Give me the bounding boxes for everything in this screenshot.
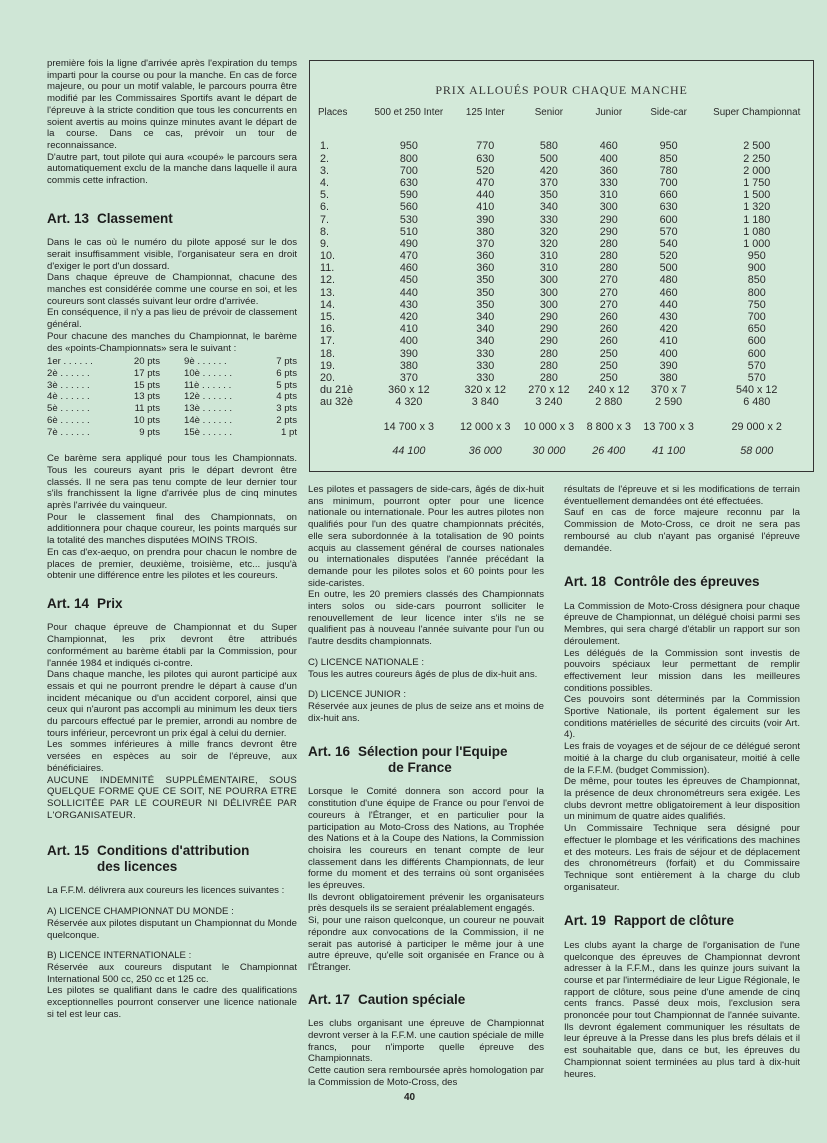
prize-place-cell: 19. — [320, 359, 336, 372]
paragraph: En outre, les 20 premiers classés des Championnats inters solos ou side-cars pourront solliciter le renouvellement de leur licence inter s'ils ne se qualifient pas à nouveau l'année suivante pour l'un ou l'autre desdits championnats. — [308, 589, 544, 648]
prize-table — [310, 107, 813, 458]
prize-amount-cell: 650 — [747, 323, 766, 336]
prize-amount-cell: 700 — [659, 176, 678, 189]
prize-place-cell: 8. — [320, 225, 330, 238]
prize-table-row — [310, 312, 813, 324]
prize-amount-cell: 330 — [539, 213, 558, 226]
paragraph: Réservée aux jeunes de plus de seize ans et moins de dix-huit ans. — [308, 700, 544, 724]
prize-table-row — [310, 263, 813, 275]
prize-amount-cell: 250 — [599, 347, 618, 360]
prize-place-cell: 7. — [320, 213, 330, 226]
article-number: Art. 19 — [564, 913, 607, 929]
prize-amount-cell: 560 — [399, 201, 418, 214]
prize-amount-cell: 3 840 — [471, 396, 499, 409]
prize-amount-cell: 2 500 — [743, 140, 771, 153]
prize-amount-cell: 300 — [539, 298, 558, 311]
prize-amount-cell: 370 x 7 — [650, 384, 687, 397]
prize-table-row — [310, 141, 813, 153]
prize-amount-cell: 250 — [599, 359, 618, 372]
prize-table-row — [310, 336, 813, 348]
prize-table-row — [310, 360, 813, 372]
paragraph: La Commission de Moto-Cross désignera pour chaque épreuve de Championnat, un délégué choisi parmi ses Membres, qui sera chargé d'établir un rapport sur son déroulement. — [564, 600, 800, 647]
points-row: 12è . . . . . . 4 pts — [184, 391, 297, 403]
prize-amount-cell: 310 — [539, 262, 558, 275]
prize-amount-cell: 420 — [539, 164, 558, 177]
prize-place-cell: 4. — [320, 176, 330, 189]
prize-place-cell: 18. — [320, 347, 336, 360]
prize-amount-cell: 300 — [539, 274, 558, 287]
prize-amount-cell: 570 — [747, 359, 766, 372]
article-19-heading — [564, 913, 800, 929]
article-title: Sélection pour l'Equipe — [358, 744, 508, 760]
prize-amount-cell: 950 — [399, 140, 418, 153]
prize-table-row — [310, 251, 813, 263]
licence-heading: D) LICENCE JUNIOR : — [308, 689, 407, 701]
prize-amount-cell: 540 — [659, 237, 678, 250]
prize-amount-cell: 300 — [599, 201, 618, 214]
paragraph: Cette caution sera remboursée après homologation par la Commission de Moto-Cross, des — [308, 1064, 544, 1088]
prize-total-cell: 26 400 — [592, 444, 626, 457]
prize-amount-cell: 600 — [747, 347, 766, 360]
prize-amount-cell: 350 — [476, 298, 495, 311]
prize-amount-cell: 470 — [399, 250, 418, 263]
prize-amount-cell: 950 — [659, 140, 678, 153]
paragraph: Sauf en cas de force majeure reconnu par la Commission de Moto-Cross, ce droit ne sera pas remboursé au club n'ayant pas organisé l'épreuve demandée. — [564, 507, 800, 554]
points-row: 13è . . . . . . 3 pts — [184, 403, 297, 415]
article-number: Art. 18 — [564, 574, 607, 590]
article-title: Prix — [97, 595, 123, 611]
prize-amount-cell: 300 — [539, 286, 558, 299]
paragraph: Les clubs organisant une épreuve de Championnat devront verser à la F.F.M. une caution spéciale de mille francs, pour n'importe quelle épreuve des Championnats. — [308, 1018, 544, 1065]
prize-amount-cell: 420 — [399, 311, 418, 324]
prize-amount-cell: 580 — [539, 140, 558, 153]
paragraph: Pour chaque épreuve de Championnat et du Super Championnat, les prix devront être attribués conformément au barème établi par la Commission, pour l'année 1984 et indiqués ci-contre. — [47, 622, 297, 669]
points-row: 6è . . . . . . 10 pts — [47, 414, 160, 426]
article-17-heading — [308, 992, 544, 1008]
prize-amount-cell: 380 — [659, 371, 678, 384]
points-column-left — [47, 356, 160, 438]
prize-amount-cell: 600 — [747, 335, 766, 348]
prize-amount-cell: 380 — [476, 225, 495, 238]
prize-amount-cell: 630 — [659, 201, 678, 214]
prize-table-row — [310, 165, 813, 177]
points-row: 9è . . . . . . 7 pts — [184, 356, 297, 368]
article-title: Caution spéciale — [358, 991, 466, 1007]
prize-amount-cell: 240 x 12 — [588, 384, 630, 397]
prize-amount-cell: 4 320 — [395, 396, 423, 409]
prize-amount-cell: 510 — [399, 225, 418, 238]
points-row: 14è . . . . . . 2 pts — [184, 414, 297, 426]
prize-amount-cell: 310 — [599, 189, 618, 202]
prize-amount-cell: 570 — [659, 225, 678, 238]
prize-table-row — [310, 373, 813, 385]
paragraph: Les pilotes et passagers de side-cars, âgés de dix-huit ans minimum, pourront opter pour une licence nationale ou internationale. Pour les autres pilotes non qualifiés pour l'un des quatre championnats précités, elle sera subordonnée à la totalisation de 90 points acquis au classement général de courses nationales ou internationales disputées l'année précédant la demande pour les pilotes solos et 60 points pour les side-caristes. — [308, 484, 544, 589]
prize-amount-cell: 2 250 — [743, 152, 771, 165]
prize-amount-cell: 460 — [399, 262, 418, 275]
paragraph: Tous les autres coureurs âgés de plus de dix-huit ans. — [308, 668, 538, 680]
prize-amount-cell: 270 — [599, 286, 618, 299]
prize-amount-cell: 850 — [747, 274, 766, 287]
article-14-heading — [47, 596, 297, 612]
prize-amount-cell: 260 — [599, 311, 618, 324]
paragraph: En cas d'ex-aequo, on prendra pour chacun le nombre de places de premier, deuxième, troisième, etc... jusqu'à obtenir une différence entre les pilotes et les coureurs. — [47, 546, 297, 582]
prize-amount-cell: 390 — [399, 347, 418, 360]
prize-place-cell: 17. — [320, 335, 336, 348]
prize-amount-cell: 330 — [476, 359, 495, 372]
article-number: Art. 14 — [47, 595, 90, 611]
prize-multiplier-cell: 12 000 x 3 — [460, 420, 511, 433]
paragraph: Ces pouvoirs sont déterminés par la Commission Sportive Nationale, ils portent également sur les conditions matérielles de sécurité des circuits (voir Art. 4). — [564, 694, 800, 741]
prize-place-cell: 5. — [320, 189, 330, 202]
article-number: Art. 15 — [47, 843, 90, 859]
prize-amount-cell: 430 — [659, 311, 678, 324]
prize-amount-cell: 700 — [747, 311, 766, 324]
points-row: 4è . . . . . . 13 pts — [47, 391, 160, 403]
paragraph: De même, pour toutes les épreuves de Championnat, la présence de deux chronométreurs sera exigée. Les clubs devront mettre obligatoirement à leur disposition un minimum de quatre aides qualifiés. — [564, 776, 800, 823]
prize-amount-cell: 950 — [747, 250, 766, 263]
prize-multiplier-cell: 13 700 x 3 — [643, 420, 694, 433]
prize-amount-cell: 780 — [659, 164, 678, 177]
prize-amount-cell: 630 — [476, 152, 495, 165]
page-number: 40 — [404, 1092, 416, 1103]
prize-amount-cell: 1 320 — [743, 201, 771, 214]
prize-amount-cell: 400 — [659, 347, 678, 360]
paragraph: Les pilotes se qualifiant dans le cadre des qualifications exceptionnelles pourront conserver une licence nationale si tel est leur cas. — [47, 985, 297, 1020]
prize-amount-cell: 290 — [539, 323, 558, 336]
paragraph: Dans le cas où le numéro du pilote apposé sur le dos serait insuffisamment visible, l'organisateur sera en droit d'exiger le port d'un dossard. — [47, 237, 297, 272]
paragraph: Pour chacune des manches du Championnat, le barème des «points-Championnats» sera le suivant : — [47, 330, 297, 354]
prize-amount-cell: 770 — [476, 140, 495, 153]
article-number: Art. 13 — [47, 210, 90, 226]
prize-place-cell: 16. — [320, 323, 336, 336]
prize-table-column-header: Senior — [534, 107, 564, 118]
prize-amount-cell: 390 — [476, 213, 495, 226]
paragraph: En conséquence, il n'y a pas lieu de prévoir de classement général. — [47, 307, 297, 331]
article-number: Art. 17 — [308, 991, 351, 1007]
prize-amount-cell: 320 — [539, 237, 558, 250]
prize-total-cell: 36 000 — [468, 444, 502, 457]
article-title: Conditions d'attribution — [97, 843, 250, 859]
prize-table-column-header: Super Championnat — [713, 107, 801, 118]
prize-amount-cell: 270 — [599, 298, 618, 311]
prize-amount-cell: 290 — [599, 225, 618, 238]
prize-place-cell: 9. — [320, 237, 330, 250]
prize-amount-cell: 430 — [399, 298, 418, 311]
prize-amount-cell: 280 — [539, 371, 558, 384]
paragraph: Les frais de voyages et de séjour de ce délégué seront moitié à la charge du club organisateur, moitié à celle de la F.F.M. (budget Commission). — [564, 741, 800, 776]
prize-table-row — [310, 397, 813, 409]
prize-amount-cell: 1 000 — [743, 237, 771, 250]
prize-amount-cell: 3 240 — [535, 396, 563, 409]
prize-amount-cell: 250 — [599, 371, 618, 384]
paragraph: Pour le classement final des Championnats, on additionnera pour chaque coureur, les points marqués sur la totalité des manches disputées MOINS TROIS. — [47, 511, 297, 547]
paragraph: Ce barème sera appliqué pour tous les Championnats. Tous les coureurs ayant pris le départ devront être classés. Il ne sera pas tenu compte de leur dernier tour s'ils franchissent la ligne d'arrivée plus de cinq minutes après l'arrivée du vainqueur. — [47, 453, 297, 512]
prize-multiplier-cell: 29 000 x 2 — [731, 420, 782, 433]
prize-amount-cell: 750 — [747, 298, 766, 311]
prize-amount-cell: 6 480 — [743, 396, 771, 409]
prize-place-cell: au 32è — [320, 396, 354, 409]
prize-amount-cell: 360 x 12 — [388, 384, 430, 397]
prize-amount-cell: 440 — [659, 298, 678, 311]
prize-amount-cell: 520 — [659, 250, 678, 263]
prize-multiplier-cell: 14 700 x 3 — [383, 420, 435, 433]
prize-table-row — [310, 287, 813, 299]
licence-heading: A) LICENCE CHAMPIONNAT DU MONDE : — [47, 906, 234, 918]
prize-amount-cell: 290 — [599, 213, 618, 226]
paragraph: première fois la ligne d'arrivée après l'expiration du temps imparti pour la course ou pour la manche. En cas de force majeure, ou pour un motif valable, le parcours pourra être modifié par les Commissaires Sportifs avant le départ de l'épreuve à la stricte condition que tous les concurrents en soient avertis au moins quinze minutes avant le départ de la course. Dans ce cas, prévoir un tour de reconnaissance. — [47, 58, 297, 151]
column-middle — [308, 484, 544, 1088]
prize-amount-cell: 490 — [399, 237, 418, 250]
prize-amount-cell: 450 — [399, 274, 418, 287]
paragraph: Dans chaque manche, les pilotes qui auront participé aux essais et qui ne pourront prendre le départ à cause d'un incident mécanique ou d'un accident corporel, ainsi que ceux qui n'auront pas accompli au minimum les deux tiers du parcours effectué par le premier, arrondi au nombre de tours inférieur, percevront un prix égal à celui du dernier. — [47, 669, 297, 739]
paragraph: Réservée aux pilotes disputant un Championnat du Monde quelconque. — [47, 917, 297, 941]
paragraph: Les clubs ayant la charge de l'organisation de l'une quelconque des épreuves de Championnat devront adresser à la F.F.M., dans les quinze jours suivant la course et par l'intermédiaire de leur Ligue Régionale, le rapport de clôture, sous peine d'une amende de cinq cents francs. Passé deux mois, l'exclusion sera prononcée pour tout Championnat de l'année suivante. Ils devront également communiquer les résultats de leur épreuve à la Presse dans les plus brefs délais et il est souhaitable que, dans ce but, les épreuves du Championnat soient terminées au plus tard à dix-huit heures. — [564, 939, 800, 1080]
points-row: 3è . . . . . . 15 pts — [47, 379, 160, 391]
prize-place-cell: 15. — [320, 311, 336, 324]
prize-amount-cell: 280 — [599, 250, 618, 263]
prize-amount-cell: 340 — [539, 201, 558, 214]
prize-multiplier-row — [310, 409, 813, 433]
paragraph: Réservée aux coureurs disputant le Championnat International 500 cc, 250 cc et 125 cc. — [47, 961, 297, 985]
prize-amount-cell: 500 — [659, 262, 678, 275]
prize-place-cell: 6. — [320, 201, 330, 214]
prize-table-row — [310, 190, 813, 202]
article-13-heading — [47, 211, 297, 227]
prize-amount-cell: 340 — [476, 311, 495, 324]
licence-heading: B) LICENCE INTERNATIONALE : — [47, 950, 192, 962]
article-title-line2: de France — [388, 759, 452, 775]
prize-place-cell: du 21è — [320, 384, 354, 397]
prize-amount-cell: 280 — [539, 359, 558, 372]
prize-amount-cell: 370 — [476, 237, 495, 250]
points-column-right — [184, 356, 297, 438]
prize-amount-cell: 410 — [659, 335, 678, 348]
prize-multiplier-cell: 8 800 x 3 — [586, 420, 631, 433]
prize-amount-cell: 320 x 12 — [464, 384, 506, 397]
prize-amount-cell: 570 — [747, 371, 766, 384]
prize-amount-cell: 350 — [539, 189, 558, 202]
prize-amount-cell: 480 — [659, 274, 678, 287]
prize-amount-cell: 270 x 12 — [528, 384, 570, 397]
paragraph: Dans chaque épreuve de Championnat, chacune des manches est considérée comme une course en soi, et les coureurs sont classés suivant leur ordre d'arrivée. — [47, 272, 297, 307]
points-scale — [47, 356, 297, 438]
prize-amount-cell: 400 — [399, 335, 418, 348]
prize-amount-cell: 420 — [659, 323, 678, 336]
paragraph: Ils devront obligatoirement prévenir les organisateurs près desquels ils se seraient préalablement engagés. — [308, 891, 544, 915]
prize-amount-cell: 2 590 — [655, 396, 683, 409]
prize-amount-cell: 280 — [599, 237, 618, 250]
prize-amount-cell: 310 — [539, 250, 558, 263]
prize-table-row — [310, 239, 813, 251]
column-right — [564, 484, 800, 1080]
prize-amount-cell: 290 — [539, 311, 558, 324]
prize-amount-cell: 800 — [399, 152, 418, 165]
prize-amount-cell: 290 — [539, 335, 558, 348]
prize-total-cell: 44 100 — [392, 444, 426, 457]
prize-amount-cell: 2 880 — [595, 396, 623, 409]
prize-place-cell: 12. — [320, 274, 336, 287]
prize-table-row — [310, 214, 813, 226]
prize-amount-cell: 850 — [659, 152, 678, 165]
prize-total-cell — [310, 433, 364, 457]
prize-total-cell: 41 100 — [652, 444, 686, 457]
prize-multiplier-cell — [310, 409, 364, 433]
prize-amount-cell: 500 — [539, 152, 558, 165]
prize-amount-cell: 1 750 — [743, 176, 771, 189]
prize-amount-cell: 260 — [599, 335, 618, 348]
paragraph: AUCUNE INDEMNITÉ SUPPLÉMENTAIRE, SOUS QUELQUE FORME QUE CE SOIT, NE POURRA ETRE SOLLICITÉE PAR LE COUREUR NI DÉLIVRÉE PAR L'ORGANISATEUR. — [47, 774, 297, 821]
article-title: Rapport de clôture — [614, 913, 735, 929]
points-row: 10è . . . . . . 6 pts — [184, 367, 297, 379]
paragraph: D'autre part, tout pilote qui aura «coupé» le parcours sera automatiquement exclu de la manche dans laquelle il aura commis cette infraction. — [47, 151, 297, 187]
prize-amount-cell: 540 x 12 — [736, 384, 778, 397]
prize-amount-cell: 360 — [476, 250, 495, 263]
points-row: 7è . . . . . . 9 pts — [47, 426, 160, 438]
prize-amount-cell: 800 — [747, 286, 766, 299]
prize-table-row — [310, 275, 813, 287]
prize-multiplier-cell: 10 000 x 3 — [523, 420, 575, 433]
paragraph: Si, pour une raison quelconque, un coureur ne pouvait répondre aux convocations de la Commission, il ne serait pas autorisé à participer le même jour à une autre épreuve, qu'elle soit organisée en France ou à l'Étranger. — [308, 915, 544, 973]
article-18-heading — [564, 574, 800, 590]
prize-amount-cell: 380 — [399, 359, 418, 372]
prize-table-row — [310, 202, 813, 214]
prize-amount-cell: 440 — [476, 189, 495, 202]
prize-amount-cell: 1 180 — [743, 213, 771, 226]
prize-place-cell: 1. — [320, 140, 330, 153]
paragraph: Un Commissaire Technique sera désigné pour effectuer le plombage et les vérifications des machines et des moteurs. Les frais de séjour et de déplacement des chronométreurs (forfait) et du Commissaire Technique sont entièrement à la charge du club organisateur. — [564, 823, 800, 893]
prize-table-header-row — [310, 107, 813, 141]
prize-amount-cell: 2 000 — [743, 164, 771, 177]
prize-place-cell: 20. — [320, 371, 336, 384]
prize-amount-cell: 400 — [599, 152, 618, 165]
prize-table-row — [310, 153, 813, 165]
prize-amount-cell: 1 500 — [743, 189, 771, 202]
column-left — [47, 58, 297, 1020]
prize-amount-cell: 600 — [659, 213, 678, 226]
prize-table-column-header: 500 et 250 Inter — [374, 107, 444, 118]
prize-table-row — [310, 348, 813, 360]
prize-amount-cell: 330 — [476, 371, 495, 384]
prize-amount-cell: 270 — [599, 274, 618, 287]
points-row: 2è . . . . . . 17 pts — [47, 367, 160, 379]
prize-amount-cell: 470 — [476, 176, 495, 189]
prize-table-row — [310, 178, 813, 190]
prize-amount-cell: 340 — [476, 335, 495, 348]
prize-amount-cell: 700 — [399, 164, 418, 177]
prize-table-title: PRIX ALLOUÉS POUR CHAQUE MANCHE — [435, 83, 688, 97]
prize-amount-cell: 360 — [476, 262, 495, 275]
prize-table-row — [310, 299, 813, 311]
prize-amount-cell: 350 — [476, 274, 495, 287]
prize-place-cell: 14. — [320, 298, 336, 311]
prize-table-box — [309, 60, 814, 472]
points-row: 1er . . . . . . 20 pts — [47, 356, 160, 368]
prize-amount-cell: 320 — [539, 225, 558, 238]
paragraph: Les délégués de la Commission sont investis de pouvoirs spéciaux leur permettant de remplir effectivement leur mission dans les meilleures conditions possibles. — [564, 647, 800, 694]
prize-amount-cell: 260 — [599, 323, 618, 336]
article-title: Classement — [97, 210, 173, 226]
prize-table-column-header: Side-car — [650, 107, 687, 118]
prize-amount-cell: 330 — [476, 347, 495, 360]
prize-amount-cell: 330 — [599, 176, 618, 189]
prize-total-cell: 30 000 — [532, 444, 566, 457]
prize-amount-cell: 460 — [659, 286, 678, 299]
prize-amount-cell: 630 — [399, 176, 418, 189]
prize-amount-cell: 370 — [539, 176, 558, 189]
prize-table-column-header: 125 Inter — [465, 107, 505, 118]
prize-amount-cell: 520 — [476, 164, 495, 177]
prize-amount-cell: 460 — [599, 140, 618, 153]
prize-amount-cell: 530 — [399, 213, 418, 226]
prize-amount-cell: 370 — [399, 371, 418, 384]
prize-place-cell: 13. — [320, 286, 336, 299]
article-title: Contrôle des épreuves — [614, 574, 760, 590]
article-15-heading — [47, 843, 297, 874]
prize-amount-cell: 410 — [399, 323, 418, 336]
prize-place-cell: 2. — [320, 152, 330, 165]
prize-amount-cell: 660 — [659, 189, 678, 202]
article-title-line2: des licences — [97, 858, 178, 874]
licence-heading: C) LICENCE NATIONALE : — [308, 656, 425, 668]
prize-amount-cell: 410 — [476, 201, 495, 214]
prize-amount-cell: 900 — [747, 262, 766, 275]
prize-table-column-header: Junior — [595, 107, 623, 118]
prize-place-cell: 11. — [320, 262, 335, 275]
paragraph: La F.F.M. délivrera aux coureurs les licences suivantes : — [47, 885, 285, 897]
prize-place-cell: 10. — [320, 250, 336, 263]
points-row: 15è . . . . . . 1 pt — [184, 426, 297, 438]
prize-amount-cell: 440 — [399, 286, 418, 299]
paragraph: Lorsque le Comité donnera son accord pour la constitution d'une équipe de France ou pour l'envoi de coureurs à l'Étranger, et en particulier pour la participation au Moto-Cross des Nations, au Trophée des Nations et à la Coupe des Nations, la Commission choisira les coureurs en tenant compte de leur classement dans les différents Championnats, de leur forme du moment et des terrains où sont organisées les épreuves. — [308, 786, 544, 892]
prize-amount-cell: 340 — [476, 323, 495, 336]
prize-amount-cell: 280 — [599, 262, 618, 275]
prize-amount-cell: 390 — [659, 359, 678, 372]
prize-amount-cell: 280 — [539, 347, 558, 360]
prize-amount-cell: 360 — [599, 164, 618, 177]
prize-amount-cell: 350 — [476, 286, 495, 299]
prize-total-row — [310, 433, 813, 457]
points-row: 5è . . . . . . 11 pts — [47, 403, 160, 415]
paragraph: résultats de l'épreuve et si les modifications de terrain éventuellement demandées ont été effectuées. — [564, 484, 800, 507]
prize-table-row — [310, 226, 813, 238]
prize-total-cell: 58 000 — [740, 444, 774, 457]
prize-table-row — [310, 385, 813, 397]
prize-amount-cell: 590 — [399, 189, 418, 202]
article-number: Art. 16 — [308, 744, 351, 760]
points-row: 11è . . . . . . 5 pts — [184, 379, 297, 391]
article-16-heading — [308, 744, 544, 775]
prize-table-row — [310, 324, 813, 336]
prize-table-column-header: Places — [318, 107, 348, 118]
prize-amount-cell: 1 080 — [743, 225, 771, 238]
prize-place-cell: 3. — [320, 164, 330, 177]
paragraph: Les sommes inférieures à mille francs devront être versées en espèces au soir de l'épreuve, aux bénéficiaires. — [47, 739, 297, 774]
